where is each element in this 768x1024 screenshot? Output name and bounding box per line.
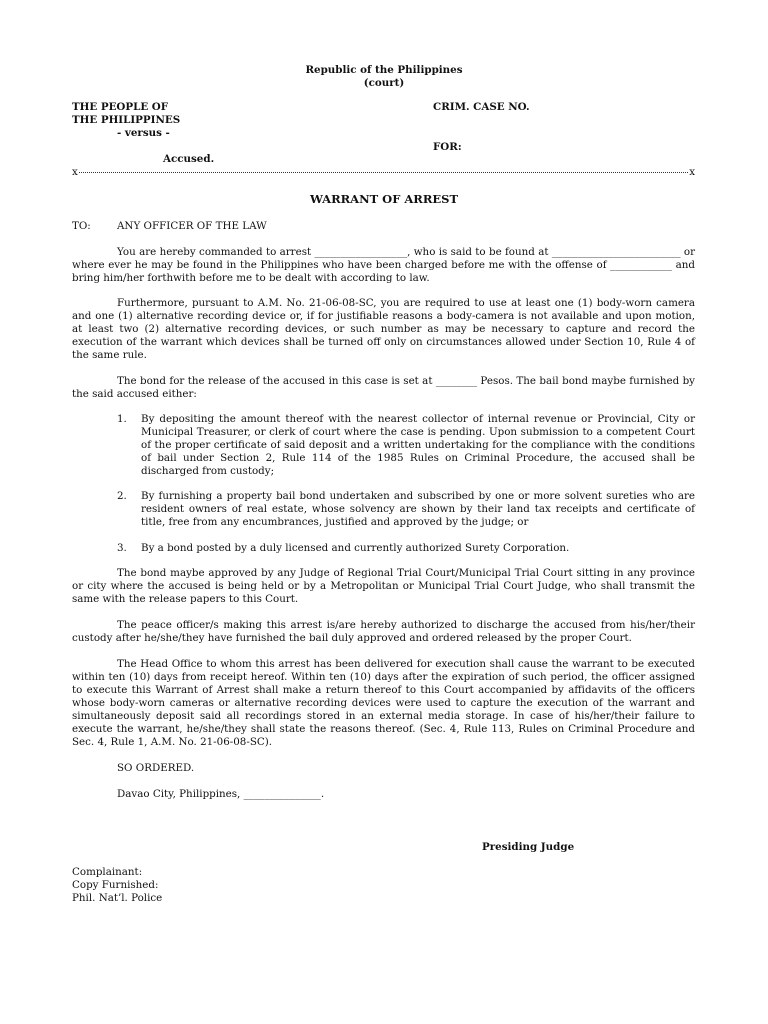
body-camera-paragraph: Furthermore, pursuant to A.M. No. 21-06-08-SC, you are required to use at least one (1) body-worn camera and one (1) alternative recording device or, if for justifiable reasons a body-camera is not available and upon motion, at least two (2) alternative recording devices, or such number as may be necessary to capture and record the execution of the warrant which devices shall be turned off only on circumstances allowed under Section 10, Rule 4 of the same rule. xyxy=(72,297,695,361)
list-item-number: 2. xyxy=(117,490,127,502)
to-label: TO: xyxy=(72,220,91,232)
command-paragraph: You are hereby commanded to arrest __________________, who is said to be found at _________________________ or where ever he may be found in the Philippines who have been charged before me with the offense of ____________ and bring him/her forthwith before me to be dealt with according to law. xyxy=(72,246,695,284)
people-line2: THE PHILIPPINES xyxy=(72,114,181,126)
list-item-text: By depositing the amount thereof with the nearest collector of internal revenue or Provincial, City or Municipal Treasurer, or clerk of court where the case is pending. Upon submission to a competent Court of the proper certificate of said deposit and a written undertaking for the compliance with the conditions of bail under Section 2, Rule 114 of the 1985 Rules on Criminal Procedure, the accused shall be discharged from custody; xyxy=(141,413,695,477)
caption-separator xyxy=(72,166,695,179)
versus-label: - versus - xyxy=(117,127,170,139)
list-item-text: By a bond posted by a duly licensed and currently authorized Surety Corporation. xyxy=(141,542,570,554)
pnp-label: Phil. Nat’l. Police xyxy=(72,892,163,904)
list-item xyxy=(117,542,695,555)
list-item xyxy=(117,490,695,529)
case-number-label: CRIM. CASE NO. xyxy=(433,101,530,113)
complainant-label: Complainant: xyxy=(72,866,143,878)
separator-x-right: x xyxy=(689,166,695,178)
document-title: WARRANT OF ARREST xyxy=(309,192,459,206)
to-recipient: ANY OFFICER OF THE LAW xyxy=(117,220,267,232)
people-line1: THE PEOPLE OF xyxy=(72,101,169,113)
list-item xyxy=(117,413,695,478)
bond-approval-paragraph: The bond maybe approved by any Judge of Regional Trial Court/Municipal Trial Court sitting in any province or city where the accused is being held or by a Metropolitan or Municipal Trial Court Judge, who shall transmit the same with the release papers to this Court. xyxy=(72,567,695,605)
accused-label: Accused. xyxy=(163,153,215,165)
so-ordered-text: SO ORDERED. xyxy=(117,762,195,774)
copy-furnished-label: Copy Furnished: xyxy=(72,879,159,891)
list-item-number: 3. xyxy=(117,542,127,554)
separator-x-left: x xyxy=(72,166,78,178)
discharge-paragraph: The peace officer/s making this arrest is/are hereby authorized to discharge the accused from his/her/their custody after he/she/they have furnished the bail duly approved and ordered released by the proper Court. xyxy=(72,619,695,644)
separator-dotted-line xyxy=(79,172,688,173)
bond-paragraph: The bond for the release of the accused in this case is set at ________ Pesos. The bail bond maybe furnished by the said accused either: xyxy=(72,375,695,400)
list-item-text: By furnishing a property bail bond undertaken and subscribed by one or more solvent sureties who are resident owners of real estate, whose solvency are shown by their land tax receipts and certificate of title, free from any encumbrances, justified and approved by the judge; or xyxy=(141,490,695,528)
execution-paragraph: The Head Office to whom this arrest has been delivered for execution shall cause the warrant to be executed within ten (10) days from receipt hereof. Within ten (10) days after the expiration of such period, the officer assigned to execute this Warrant of Arrest shall make a return thereof to this Court accompanied by affidavits of the officers whose body-worn cameras or alternative recording devices were used to capture the execution of the warrant and simultaneously deposit said all recordings stored in an external media storage. In case of his/her/their failure to execute the warrant, he/she/they shall state the reasons thereof. (Sec. 4, Rule 113, Rules on Criminal Procedure and Sec. 4, Rule 1, A.M. No. 21-06-08-SC). xyxy=(72,658,695,748)
place-date-line: Davao City, Philippines, _______________. xyxy=(117,788,325,800)
presiding-judge-label: Presiding Judge xyxy=(482,841,575,853)
list-item-number: 1. xyxy=(117,413,127,425)
offense-for-label: FOR: xyxy=(433,141,462,153)
republic-heading: Republic of the Philippines xyxy=(305,64,463,76)
court-heading: (court) xyxy=(363,77,405,89)
